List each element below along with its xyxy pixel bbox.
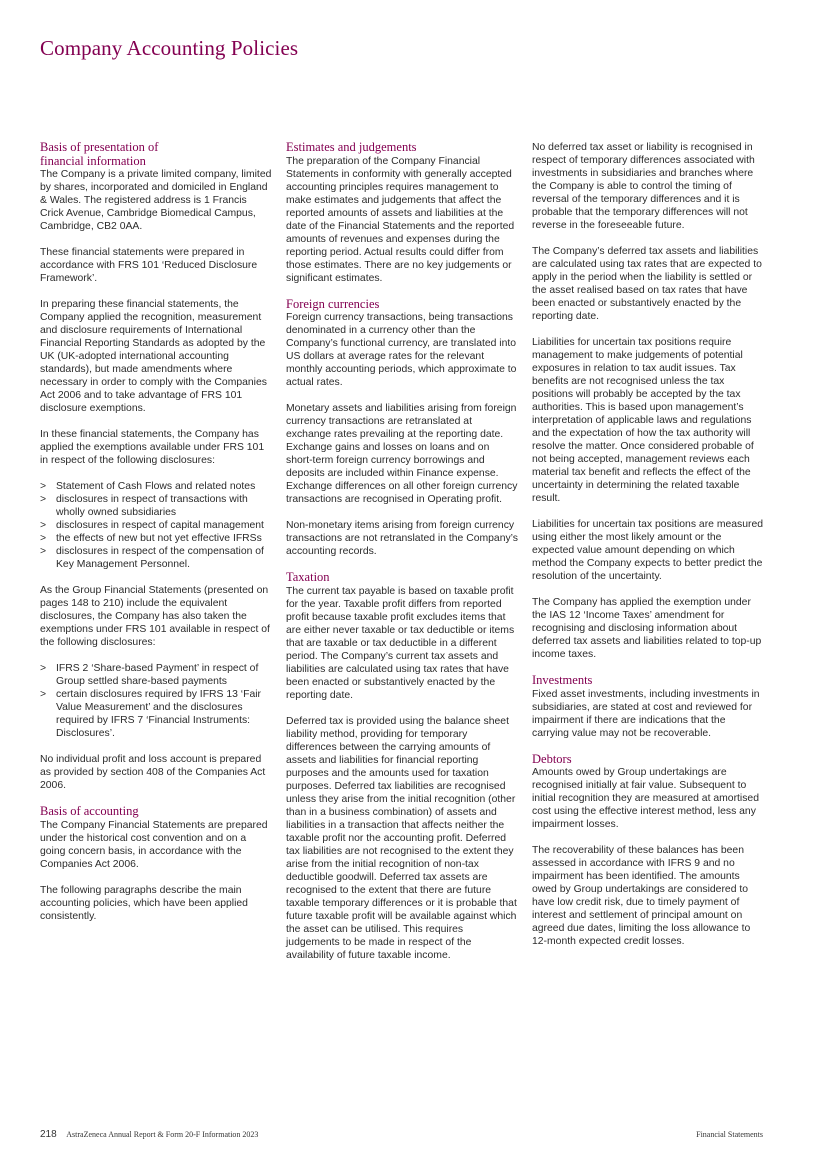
section-investments	[532, 674, 764, 740]
list-item: > disclosures in respect of transactions with wholly owned subsidiaries	[40, 493, 272, 519]
heading-foreign-currencies: Foreign currencies	[286, 296, 380, 311]
list-item: > Statement of Cash Flows and related notes	[40, 480, 272, 493]
paragraph: Liabilities for uncertain tax positions are measured using either the most likely amount or the expected value amount depending on which method the Company expects to better predict the resolution of the uncertainty.	[532, 519, 764, 582]
column-left	[40, 141, 272, 936]
paragraph: The Company has applied the exemption under the IAS 12 ‘Income Taxes’ amendment for recognising and disclosing information about deferred tax assets and liabilities related to top-up income taxes.	[532, 597, 762, 660]
exemption-list-group	[40, 662, 272, 740]
paragraph: Fixed asset investments, including investments in subsidiaries, are stated at cost and reviewed for impairment if there are indications that the carrying value may not be recoverable.	[532, 688, 760, 739]
section-debtors	[532, 753, 764, 949]
section-foreign-currencies	[286, 298, 518, 559]
heading-basis-of-presentation: Basis of presentation of financial information	[40, 140, 159, 168]
section-estimates	[286, 141, 518, 285]
heading-investments: Investments	[532, 673, 593, 687]
exemption-list	[40, 480, 272, 571]
column-middle	[286, 141, 518, 975]
paragraph: The preparation of the Company Financial Statements in conformity with generally accepted accounting principles requires management to make estimates and judgements that affect the reported amounts of assets and liabilities at the date of the Financial Statements and the reported amounts of revenues and expenses during the reporting period. Actual results could differ from those estimates. There are no key judgements or significant estimates.	[286, 155, 515, 284]
paragraph: Non-monetary items arising from foreign currency transactions are not retranslated in the Company’s accounting records.	[286, 520, 518, 557]
paragraph: Amounts owed by Group undertakings are recognised initially at fair value. Subsequent to initial recognition they are measured at amortised cost using the effective interest method, less any impairment losses.	[532, 767, 759, 830]
section-basis-of-accounting	[40, 805, 272, 923]
paragraph: Foreign currency transactions, being transactions denominated in a currency other than the Company’s functional currency, are translated into US dollars at average rates for the relevant monthly accounting periods, which approximate to actual rates.	[286, 312, 517, 388]
page-number: 218	[40, 1129, 57, 1140]
paragraph: The Company is a private limited company, limited by shares, incorporated and domiciled in England & Wales. The registered address is 1 Francis Crick Avenue, Cambridge Biomedical Campus, Cambridge, CB2 0AA.	[40, 169, 272, 232]
heading-taxation: Taxation	[286, 570, 330, 584]
paragraph: The Company Financial Statements are prepared under the historical cost convention and on a going concern basis, in accordance with the Companies Act 2006.	[40, 819, 268, 870]
column-right	[532, 141, 764, 961]
section-basis-of-presentation	[40, 141, 272, 792]
publication-title: AstraZeneca Annual Report & Form 20-F Information 2023	[66, 1130, 259, 1139]
paragraph: The recoverability of these balances has been assessed in accordance with IFRS 9 and no impairment has been identified. The amounts owed by Group undertakings are considered to have low credit risk, due to timely payment of interest and settlement of principal amount on agreed due dates, limiting the loss allowance to 12-month expected credit losses.	[532, 845, 751, 947]
paragraph: Liabilities for uncertain tax positions require management to make judgements of potential exposures in relation to tax audit issues. Tax benefits are not recognised unless the tax positions will probably be accepted by the tax authorities. This is based upon management’s interpretation of applicable laws and regulations and the expectation of how the tax authority will resolve the matter. Once considered probable of not being accepted, management reviews each material tax benefit and reflects the effect of the uncertainty in determining the related taxable result.	[532, 337, 754, 504]
list-item: > IFRS 2 ‘Share-based Payment’ in respect of Group settled share-based payments	[40, 662, 272, 688]
section-taxation-continued	[532, 141, 764, 661]
paragraph: Monetary assets and liabilities arising from foreign currency transactions are retranslated at exchange rates prevailing at the reporting date. Exchange gains and losses on loans and on short-term foreign currency borrowings and deposits are included within Finance expense. Exchange differences on all other foreign currency transactions are recognised in Operating profit.	[286, 403, 518, 505]
paragraph: These financial statements were prepared in accordance with FRS 101 ‘Reduced Disclosure Framework’.	[40, 247, 258, 284]
heading-estimates: Estimates and judgements	[286, 140, 417, 154]
list-item: > certain disclosures required by IFRS 13 ‘Fair Value Measurement’ and the disclosures required by IFRS 7 ‘Financial Instruments: Disclosures’.	[40, 688, 272, 740]
paragraph: No individual profit and loss account is prepared as provided by section 408 of the Companies Act 2006.	[40, 754, 266, 791]
paragraph: In these financial statements, the Company has applied the exemptions available under FRS 101 in respect of the following disclosures:	[40, 429, 265, 466]
section-label: Financial Statements	[696, 1130, 763, 1139]
paragraph: As the Group Financial Statements (presented on pages 148 to 210) include the equivalent disclosures, the Company has also taken the exemptions under FRS 101 available in respect of the following disclosures:	[40, 585, 270, 648]
paragraph: The Company’s deferred tax assets and liabilities are calculated using tax rates that are expected to apply in the period when the liability is settled or the asset realised based on tax rates that have been enacted or substantively enacted by the reporting date.	[532, 246, 762, 322]
list-item: > disclosures in respect of capital management	[40, 519, 272, 532]
list-item: > disclosures in respect of the compensation of Key Management Personnel.	[40, 545, 272, 571]
heading-debtors: Debtors	[532, 751, 572, 766]
heading-basis-of-accounting: Basis of accounting	[40, 804, 139, 818]
page-footer	[40, 1129, 763, 1143]
paragraph: The current tax payable is based on taxable profit for the year. Taxable profit differs from reported profit because taxable profit excludes items that are either never taxable or tax deductible or items that are taxable or tax deductible in a different period. The Company’s current tax assets and liabilities are calculated using tax rates that have been enacted or substantively enacted by the reporting date.	[286, 585, 515, 701]
paragraph: Deferred tax is provided using the balance sheet liability method, providing for temporary differences between the carrying amounts of assets and liabilities for financial reporting purposes and the amounts used for taxation purposes. Deferred tax liabilities are recognised unless they arise from the initial recognition (other than in a business combination) of assets and liabilities in a transaction that affects neither the taxable profit nor the accounting profit. Deferred tax liabilities are not recognised to the extent they arise from the initial recognition of non-tax deductible goodwill. Deferred tax assets are recognised to the extent that there are future taxable temporary differences or it is probable that future taxable profit will be available against which the asset can be utilised. This requires judgements to be made in respect of the availability of future taxable income.	[286, 715, 517, 961]
paragraph: The following paragraphs describe the main accounting policies, which have been applied consistently.	[40, 884, 248, 922]
paragraph: In preparing these financial statements, the Company applied the recognition, measurement and disclosure requirements of International Financial Reporting Standards as adopted by the UK (UK-adopted international accounting standards), but made amendments where necessary in order to comply with the Companies Act 2006 and to take advantage of FRS 101 disclosure exemptions.	[40, 299, 267, 414]
page-title: Company Accounting Policies	[40, 36, 299, 60]
list-item: > the effects of new but not yet effective IFRSs	[40, 532, 272, 545]
section-taxation	[286, 571, 518, 962]
paragraph: No deferred tax asset or liability is recognised in respect of temporary differences associated with investments in subsidiaries and branches where the Company is able to control the timing of reversal of the temporary differences and it is probable that the temporary differences will not reverse in the foreseeable future.	[532, 142, 755, 231]
